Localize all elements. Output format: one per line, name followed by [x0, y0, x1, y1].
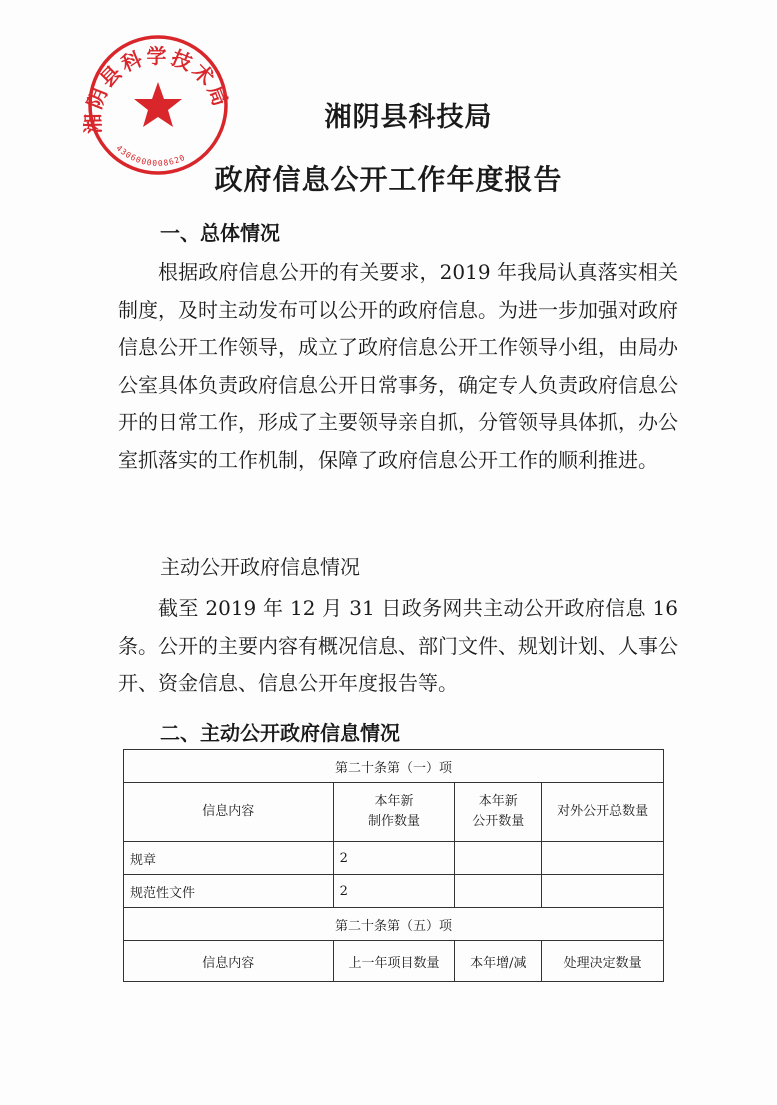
table-cell: 规范性文件 — [124, 875, 334, 908]
disclosure-table — [123, 749, 664, 982]
table-cell: 2 — [333, 875, 455, 908]
column-header: 信息内容 — [124, 783, 334, 842]
table-cell — [455, 875, 542, 908]
document-title-report: 政府信息公开工作年度报告 — [214, 163, 563, 196]
column-header: 本年新 公开数量 — [455, 783, 542, 842]
section-heading-proactive: 二、主动公开政府信息情况 — [160, 721, 400, 745]
overview-paragraph: 根据政府信息公开的有关要求，2019 年我局认真落实相关制度，及时主动发布可以公开的政府信息。为进一步加强对政府信息公开工作领导，成立了政府信息公开工作领导小组，由局办公室具体负责政府信息公开日常事务，确定专人负责政府信息公开的日常工作，形成了主要领导亲自抓，分管领导具体抓，办公室抓落实的工作机制，保障了政府信息公开工作的顺利推进。 — [118, 260, 678, 472]
column-header: 本年增/减 — [455, 941, 542, 982]
document-title-org: 湘阴县科技局 — [324, 102, 493, 133]
table-section-title: 第二十条第（一）项 — [124, 750, 664, 783]
table-header-row — [124, 783, 664, 842]
table-section-row — [124, 908, 664, 941]
table-row — [124, 875, 664, 908]
table-cell — [542, 875, 664, 908]
table-row — [124, 842, 664, 875]
table-cell — [455, 842, 542, 875]
table-section-title: 第二十条第（五）项 — [124, 908, 664, 941]
column-header: 上一年项目数量 — [333, 941, 455, 982]
column-header: 对外公开总数量 — [542, 783, 664, 842]
table-cell: 2 — [333, 842, 455, 875]
column-header: 信息内容 — [124, 941, 334, 982]
section-heading-overview: 一、总体情况 — [160, 221, 280, 245]
disclosure-paragraph: 截至 2019 年 12 月 31 日政务网共主动公开政府信息 16 条。公开的主要内容有概况信息、部门文件、规划计划、人事公开、资金信息、信息公开年度报告等。 — [118, 596, 678, 695]
table-section-row — [124, 750, 664, 783]
table-cell — [542, 842, 664, 875]
table-cell: 规章 — [124, 842, 334, 875]
column-header: 处理决定数量 — [542, 941, 664, 982]
table-header-row — [124, 941, 664, 982]
column-header: 本年新 制作数量 — [333, 783, 455, 842]
svg-text:4306000008620: 4306000008620 — [114, 143, 187, 169]
subheading-proactive-disclosure: 主动公开政府信息情况 — [160, 555, 360, 579]
svg-text:湘阴县科学技术局: 湘阴县科学技术局 — [80, 43, 234, 134]
